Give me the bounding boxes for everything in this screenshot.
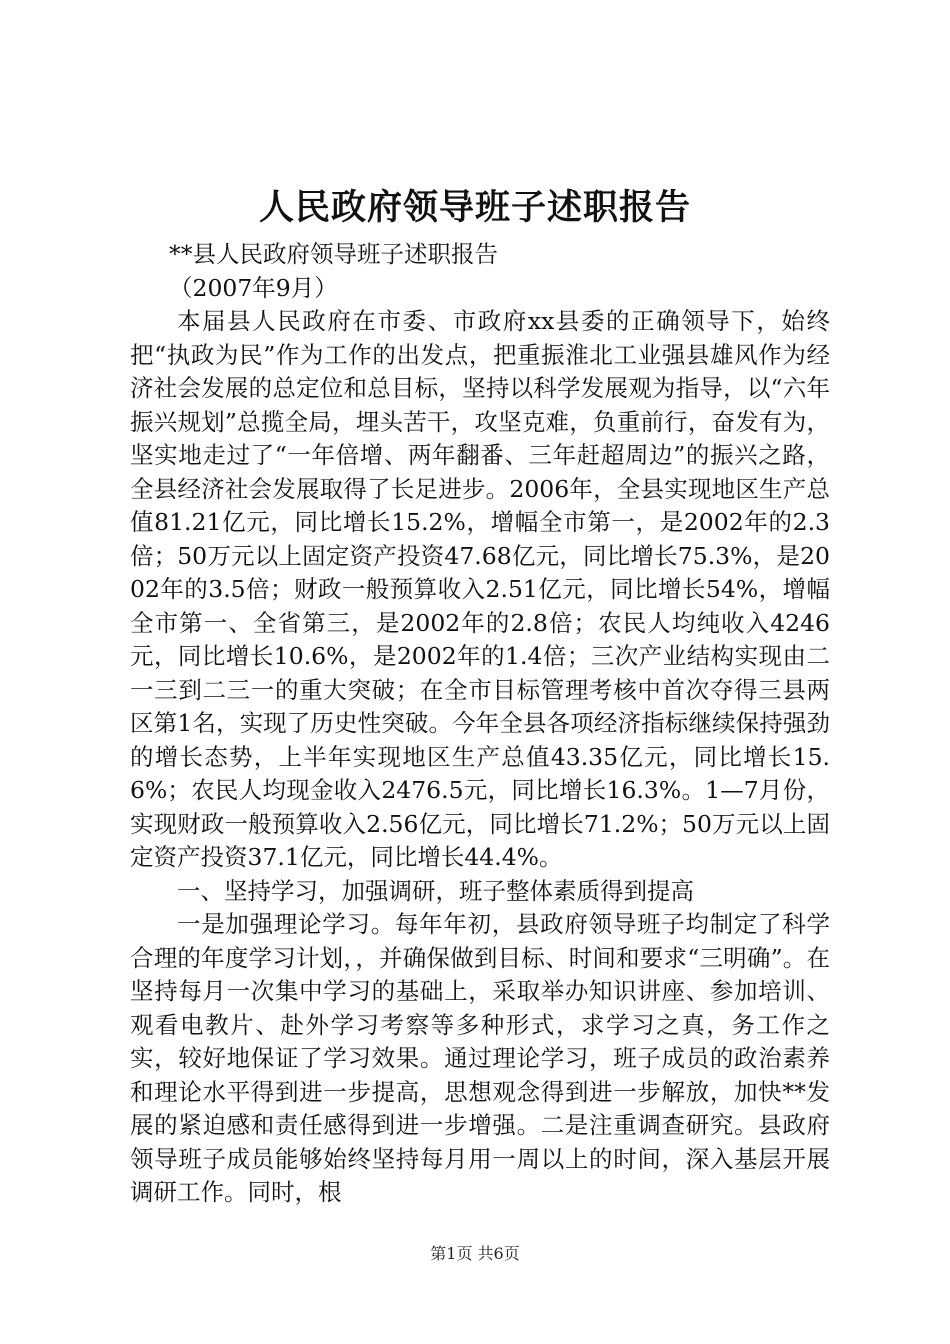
paragraph-intro: 本届县人民政府在市委、市政府xx县委的正确领导下，始终把“执政为民”作为工作的出发点，把重振淮北工业强县雄风作为经济社会发展的总定位和总目标，坚持以科学发展观为指导，以“六年振兴规划”总揽全局，埋头苦干，攻坚克难，负重前行，奋发有为，坚实地走过了“一年倍增、两年翻番、三年赶超周边”的振兴之路，全县经济社会发展取得了长足进步。2006年，全县实现地区生产总值81.21亿元，同比增长15.2%，增幅全市第一，是2002年的2.3倍；50万元以上固定资产投资47.68亿元，同比增长75.3%，是2002年的3.5倍；财政一般预算收入2.51亿元，同比增长54%，增幅全市第一、全省第三，是2002年的2.8倍；农民人均纯收入4246元，同比增长10.6%，是2002年的1.4倍；三次产业结构实现由二一三到二三一的重大突破；在全市目标管理考核中首次夺得三县两区第1名，实现了历史性突破。今年全县各项经济指标继续保持强劲的增长态势，上半年实现地区生产总值43.35亿元，同比增长15.6%；农民人均现金收入2476.5元，同比增长16.3%。1—7月份，实现财政一般预算收入2.56亿元，同比增长71.2%；50万元以上固定资产投资37.1亿元，同比增长44.4%。 xyxy=(130,307,830,871)
document-date-line: （2007年9月） xyxy=(169,273,338,302)
paragraph-section-one: 一是加强理论学习。每年年初，县政府领导班子均制定了科学合理的年度学习计划，，并确保做到目标、时间和要求“三明确”。在坚持每月一次集中学习的基础上，采取举办知识讲座、参加培训、观看电教片、赴外学习考察等多种形式，求学习之真，务工作之实，较好地保证了学习效果。通过理论学习，班子成员的政治素养和理论水平得到进一步提高，思想观念得到进一步解放，加快**发展的紧迫感和责任感得到进一步增强。二是注重调查研究。县政府领导班子成员能够始终坚持每月用一周以上的时间，深入基层开展调研工作。同时，根 xyxy=(130,910,830,1206)
section-heading: 一、坚持学习，加强调研，班子整体素质得到提高 xyxy=(177,876,694,905)
document-body xyxy=(130,238,830,1210)
document-subtitle: **县人民政府领导班子述职报告 xyxy=(169,240,498,268)
document-title: 人民政府领导班子述职报告 xyxy=(258,187,691,228)
page-number-footer: 第1页 共6页 xyxy=(430,1244,520,1263)
